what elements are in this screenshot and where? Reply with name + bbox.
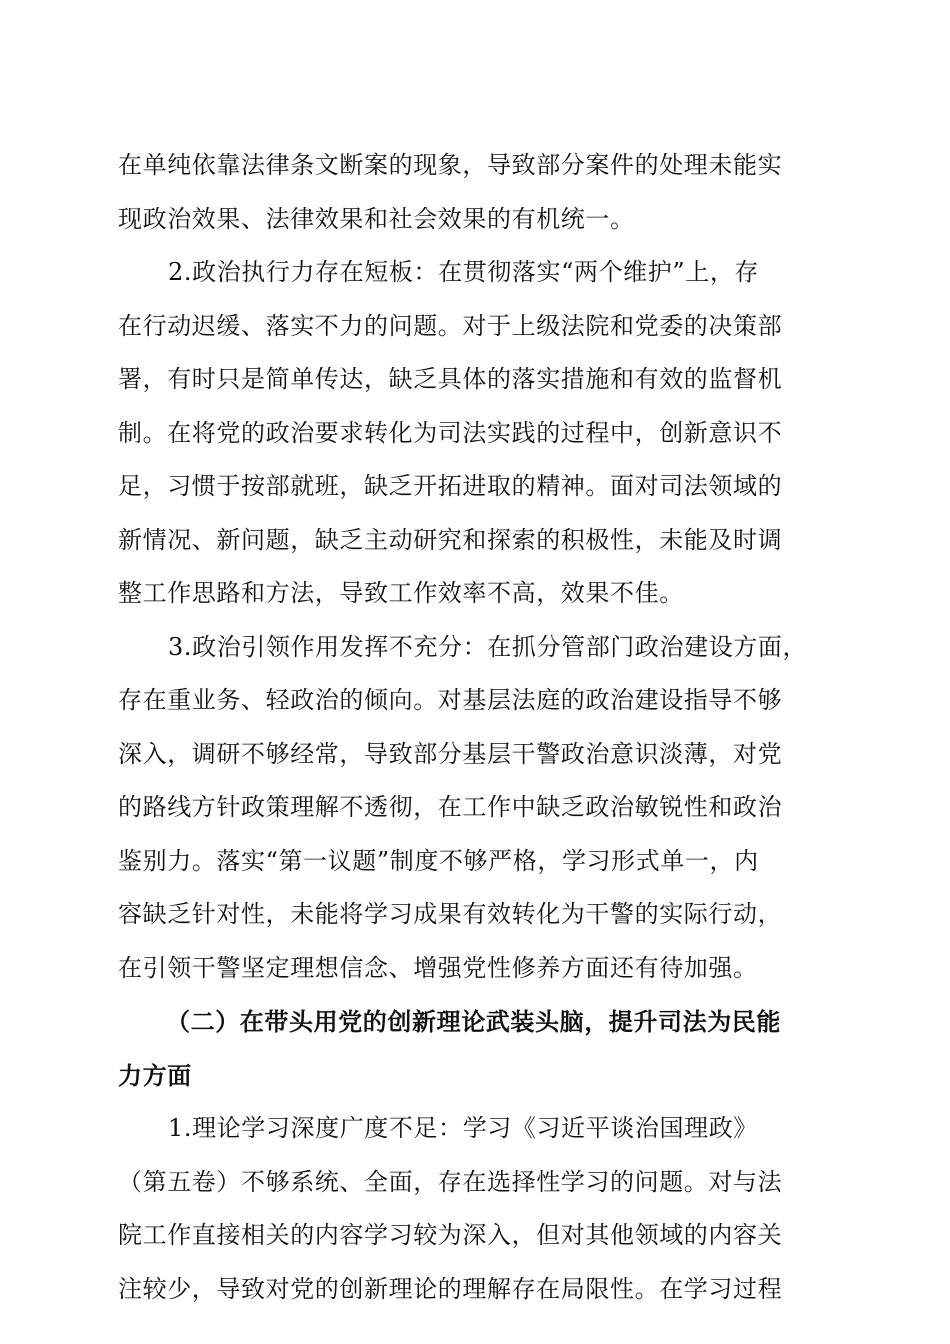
text-line: 现政治效果、法律效果和社会效果的有机统一。 <box>118 204 635 233</box>
text-line: 在引领干警坚定理想信念、增强党性修养方面还有待加强。 <box>118 953 758 982</box>
text-line: 鉴别力。落实“第一议题”制度不够严格，学习形式单一，内 <box>118 846 759 875</box>
text-line: 注较少，导致对党的创新理论的理解存在局限性。在学习过程 <box>118 1274 783 1303</box>
text-line: 容缺乏针对性，未能将学习成果有效转化为干警的实际行动， <box>118 900 783 928</box>
text-line: 院工作直接相关的内容学习较为深入，但对其他领域的内容关 <box>118 1221 783 1249</box>
text-line: （第五卷）不够系统、全面，存在选择性学习的问题。对与法 <box>118 1167 783 1196</box>
text-line: 在单纯依靠法律条文断案的现象，导致部分案件的处理未能实 <box>118 151 783 179</box>
text-line: 署，有时只是简单传达，缺乏具体的落实措施和有效的监督机 <box>118 365 783 393</box>
text-line: 在行动迟缓、落实不力的问题。对于上级法院和党委的决策部 <box>118 311 783 340</box>
text-line: 整工作思路和方法，导致工作效率不高，效果不佳。 <box>118 579 684 607</box>
text-line: 存在重业务、轻政治的倾向。对基层法庭的政治建设指导不够 <box>118 686 783 714</box>
text-line: 深入，调研不够经常，导致部分基层干警政治意识淡薄，对党 <box>118 739 783 768</box>
section-heading-line: （二）在带头用党的创新理论武装头脑，提升司法为民能 <box>166 1007 781 1036</box>
text-line: 新情况、新问题，缺乏主动研究和探索的积极性，未能及时调 <box>118 525 783 554</box>
paragraph-start-line: 1.理论学习深度广度不足：学习《习近平谈治国理政》 <box>168 1114 758 1142</box>
text-line: 制。在将党的政治要求转化为司法实践的过程中，创新意识不 <box>118 418 783 447</box>
text-line: 足，习惯于按部就班，缺乏开拓进取的精神。面对司法领域的 <box>118 472 783 500</box>
paragraph-start-line: 2.政治执行力存在短板：在贯彻落实“两个维护”上，存 <box>168 258 760 286</box>
section-heading-line: 力方面 <box>118 1060 192 1090</box>
paragraph-start-line: 3.政治引领作用发挥不充分：在抓分管部门政治建设方面， <box>168 632 808 661</box>
document-body <box>118 139 834 1316</box>
text-line: 的路线方针政策理解不透彻，在工作中缺乏政治敏锐性和政治 <box>118 793 783 821</box>
